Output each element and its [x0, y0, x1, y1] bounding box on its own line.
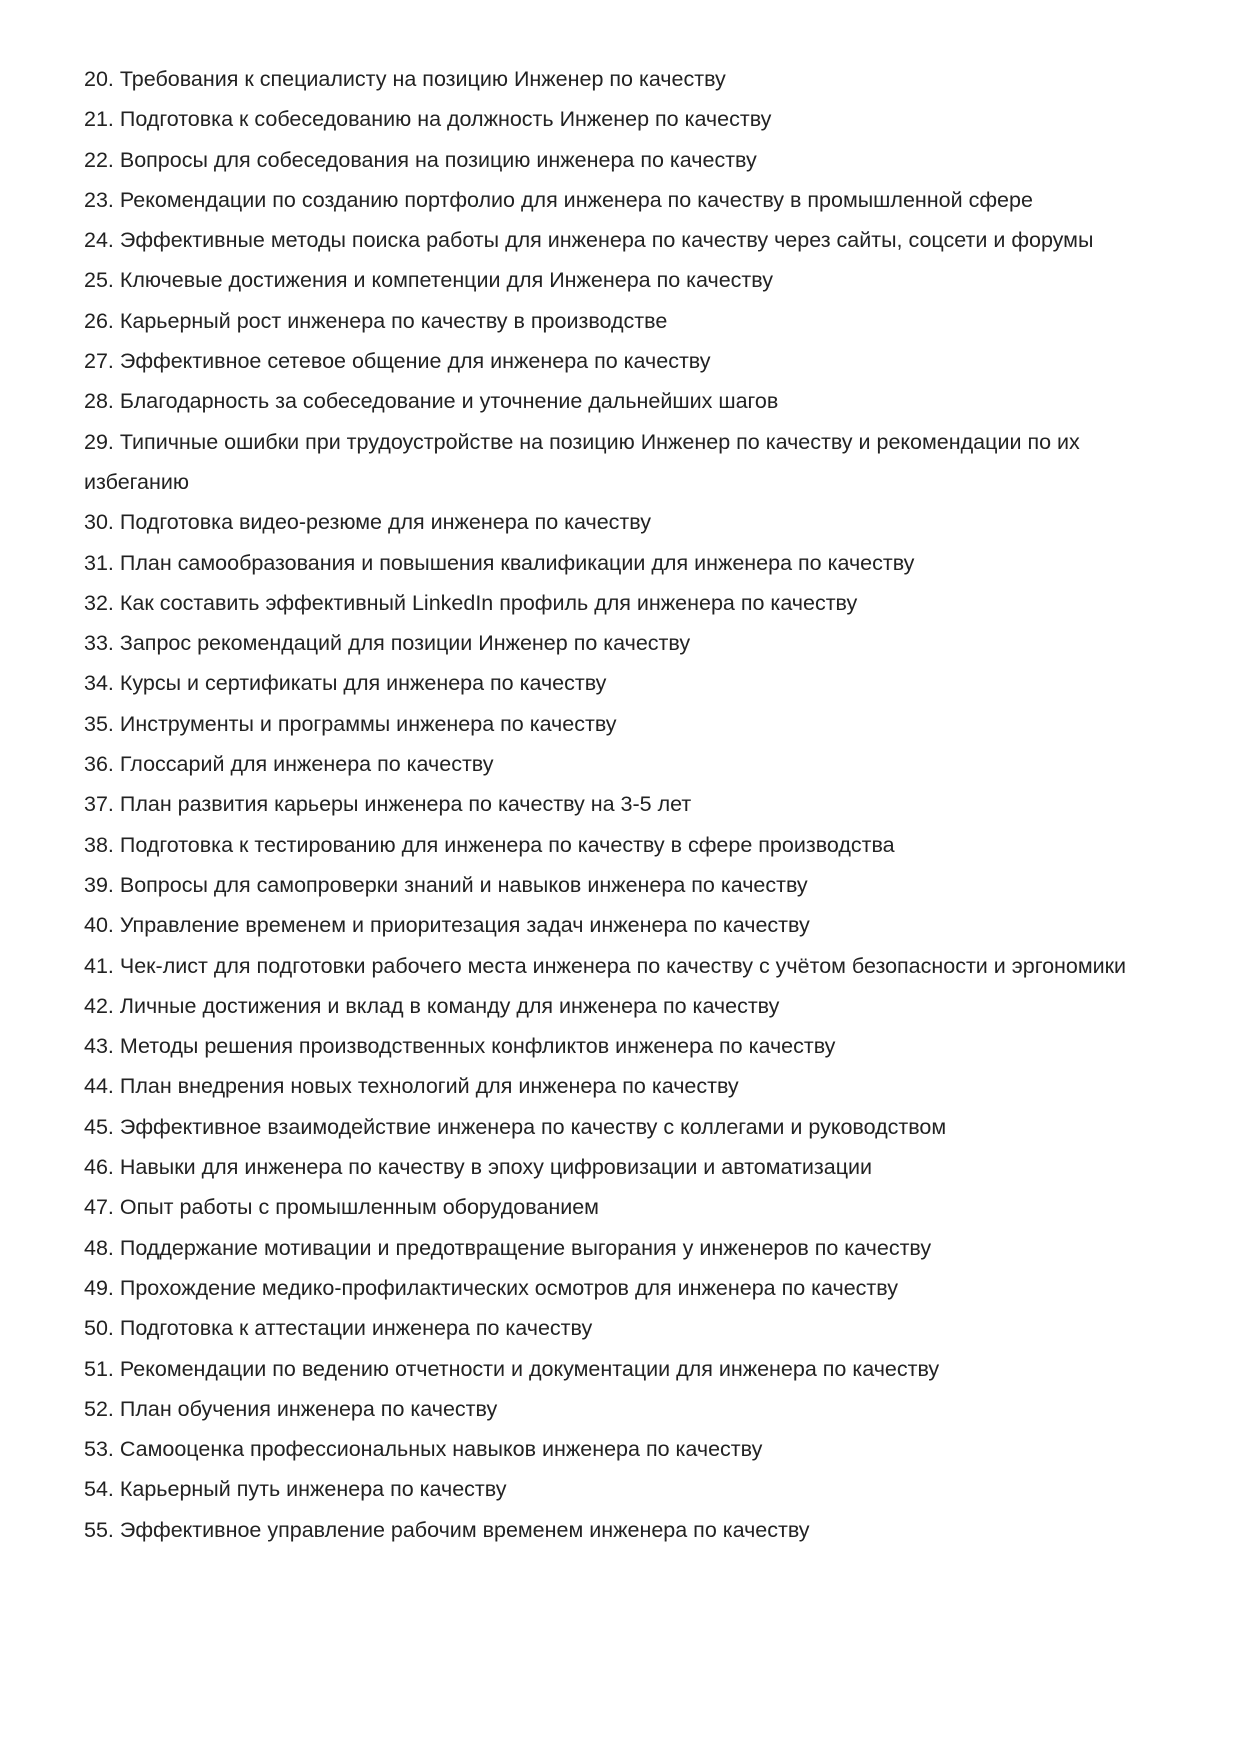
list-item: 48. Поддержание мотивации и предотвращение выгорания у инженеров по качеству	[84, 1235, 932, 1260]
list-item: 49. Прохождение медико-профилактических осмотров для инженера по качеству	[84, 1275, 898, 1300]
list-item: 28. Благодарность за собеседование и уточнение дальнейших шагов	[84, 389, 779, 414]
list-item: 33. Запрос рекомендаций для позиции Инженер по качеству	[84, 631, 691, 656]
list-item: 55. Эффективное управление рабочим временем инженера по качеству	[84, 1517, 810, 1542]
list-item: 47. Опыт работы с промышленным оборудованием	[84, 1195, 599, 1220]
topic-list	[84, 59, 1164, 1550]
list-item: 32. Как составить эффективный LinkedIn профиль для инженера по качеству	[84, 590, 858, 615]
list-item: 23. Рекомендации по созданию портфолио для инженера по качеству в промышленной сфере	[84, 187, 1033, 212]
list-item: 38. Подготовка к тестированию для инженера по качеству в сфере производства	[84, 832, 895, 857]
list-item: 44. План внедрения новых технологий для инженера по качеству	[84, 1074, 739, 1099]
list-item: 24. Эффективные методы поиска работы для инженера по качеству через сайты, соцсети и форумы	[84, 228, 1094, 253]
list-item: 43. Методы решения производственных конфликтов инженера по качеству	[84, 1034, 836, 1059]
list-item: 50. Подготовка к аттестации инженера по качеству	[84, 1316, 593, 1341]
list-item: 42. Личные достижения и вклад в команду для инженера по качеству	[84, 993, 780, 1018]
list-item: 41. Чек-лист для подготовки рабочего места инженера по качеству с учётом безопасности и эргономики	[84, 953, 1127, 978]
list-item: 46. Навыки для инженера по качеству в эпоху цифровизации и автоматизации	[84, 1155, 873, 1180]
list-item: 45. Эффективное взаимодействие инженера по качеству с коллегами и руководством	[84, 1114, 947, 1139]
list-item: 30. Подготовка видео-резюме для инженера по качеству	[84, 510, 651, 535]
list-item: 27. Эффективное сетевое общение для инженера по качеству	[84, 349, 711, 374]
list-item: 35. Инструменты и программы инженера по качеству	[84, 711, 617, 736]
list-item: 25. Ключевые достижения и компетенции для Инженера по качеству	[84, 268, 773, 293]
list-item: 39. Вопросы для самопроверки знаний и навыков инженера по качеству	[84, 872, 808, 897]
list-item: 36. Глоссарий для инженера по качеству	[84, 752, 494, 777]
list-item: 53. Самооценка профессиональных навыков инженера по качеству	[84, 1437, 763, 1462]
list-item: 51. Рекомендации по ведению отчетности и документации для инженера по качеству	[84, 1356, 940, 1381]
list-item: 40. Управление временем и приоритезация задач инженера по качеству	[84, 913, 810, 938]
list-item: 26. Карьерный рост инженера по качеству в производстве	[84, 308, 668, 333]
list-item: 21. Подготовка к собеседованию на должность Инженер по качеству	[84, 107, 772, 132]
list-item: 31. План самообразования и повышения квалификации для инженера по качеству	[84, 550, 915, 575]
list-item: 37. План развития карьеры инженера по качеству на 3-5 лет	[84, 792, 692, 817]
list-item: 22. Вопросы для собеседования на позицию инженера по качеству	[84, 147, 757, 172]
list-item: 20. Требования к специалисту на позицию Инженер по качеству	[84, 67, 726, 91]
list-item: 54. Карьерный путь инженера по качеству	[84, 1477, 507, 1502]
list-item: 29. Типичные ошибки при трудоустройстве на позицию Инженер по качеству и рекомендации по их избеганию	[84, 429, 1080, 494]
list-item: 52. План обучения инженера по качеству	[84, 1396, 498, 1421]
list-item: 34. Курсы и сертификаты для инженера по качеству	[84, 671, 607, 696]
